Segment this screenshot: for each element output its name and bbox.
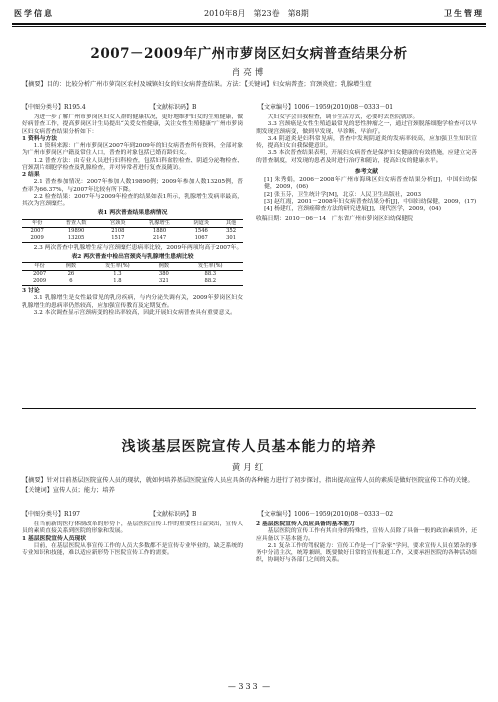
- section-heading: 2 结果: [22, 172, 40, 178]
- section-heading: 2 基层医院宣传人员应具备的基本能力: [256, 521, 355, 527]
- table-header-cell: 宫颈炎: [100, 219, 136, 227]
- table-cell: 2147: [136, 235, 184, 243]
- table-cell: 6: [57, 278, 85, 286]
- paragraph: 基层医院的宣传工作有其自身的特殊性，宣传人员除了具备一般的政治素质外，还应具备以下基本能力。: [256, 528, 477, 542]
- table-cell: 88.3: [204, 271, 217, 277]
- table2-title: 表2 两次普查中检出宫颈炎与乳腺增生患病比较: [71, 253, 194, 260]
- table-cell: 19890: [67, 227, 85, 234]
- table-header-cell: 其他: [219, 219, 243, 227]
- article1-doc-code: 【文献标识码】B: [150, 104, 197, 111]
- section-heading: 3 讨论: [22, 288, 40, 294]
- table-cell: 1517: [100, 235, 136, 243]
- table1-title: 表1 两次普查结果患病情况: [97, 210, 168, 217]
- article1-left-column: [22, 114, 243, 404]
- table-header-cell: 例数: [57, 263, 85, 271]
- table-cell: 321: [150, 278, 178, 286]
- header-rule-thin: [12, 26, 486, 27]
- table-cell: 380: [158, 271, 169, 277]
- article2-author: 黄月红: [231, 463, 267, 473]
- table-header-cell: 年份: [22, 219, 52, 227]
- paragraph: 2.1 复杂工作的驾驭能力：宣传工作是一门“杂家”学问，要求宣传人员在繁杂的事务中分清主次，统筹兼顾，既要做好日常的宣传报道工作，又要承担医院的各种活动组织，协调好与各部门之间的关系。: [256, 542, 477, 564]
- table2: [22, 262, 243, 286]
- table-header-cell: 发生率(%): [85, 263, 150, 271]
- table-cell: 352: [226, 227, 236, 234]
- reference-item: [4] 杨建红，宫颈癌筛查方法的研究进展[J]，现代医学，2009，(04): [264, 206, 441, 212]
- table-header-cell: 例数: [150, 263, 178, 271]
- table-row: [22, 235, 243, 243]
- paragraph: 在当前新的医疗体制改革的形势下，基层医院宣传工作的重要性日益突出，宣传人员的素质直接关系到医院的形象和发展。: [22, 521, 243, 535]
- section-heading: 1 基层医院宣传人员现状: [22, 535, 87, 542]
- table-row: [22, 271, 243, 279]
- table-header-cell: 乳腺增生: [136, 219, 184, 227]
- table-cell: 2009: [22, 235, 52, 243]
- article2-doc-code: 【文献标识码】B: [150, 511, 197, 518]
- reference-item: [3] 赵红霞，2001－2008年妇女病普查结果分析[J]，中国妇幼保健，2009，(17): [264, 198, 477, 205]
- table-cell: 13205: [52, 235, 100, 243]
- running-header: [14, 8, 484, 22]
- paragraph: 3.5 本次普查结果表明，开展妇女病普查是保护妇女健康的有效措施，应建立完善的普查制度，对发现的患者及时进行治疗和随访，提高妇女的健康水平。: [256, 150, 477, 164]
- journal-name: 医学信息: [14, 8, 54, 18]
- paragraph: 3.1 乳腺增生是女性最常见的乳房疾病，与内分泌失调有关，2009年萝岗区妇女乳腺增生的患病率仍然较高，应加强宣传教育及定期复查。: [22, 295, 243, 309]
- table-cell: 2108: [111, 227, 125, 234]
- article2-article-id: 【文章编号】1006－1959(2010)08－0333－02: [258, 511, 394, 518]
- article1-right-column: [256, 114, 477, 404]
- table-cell: 1.8: [85, 278, 150, 286]
- table-cell: 2009: [22, 278, 57, 286]
- article2-class-number: 【中图分类号】R197: [22, 511, 80, 518]
- article1-class-number: 【中图分类号】R195.4: [22, 104, 86, 111]
- table-cell: 2007: [30, 227, 44, 234]
- section-heading: 1 资料与方法: [22, 135, 58, 142]
- received-note: 收稿日期：2010－06－14 广东省广州市萝岗区妇幼保健院: [256, 216, 414, 223]
- table-header-cell: 普查人数: [52, 219, 100, 227]
- paragraph: 2.3 两次普查中乳腺增生症与宫颈糜烂患病率比较，2009年两项均高于2007年。: [33, 244, 243, 251]
- table-header-cell: 阴道炎: [183, 219, 219, 227]
- article2-left-column: [22, 521, 243, 671]
- table-row: [22, 278, 243, 286]
- paragraph: 2.1 普查参加情况：2007年参加人数19890例；2009年参加人数13205例，普查率为66.37%，与2007年比较有所下降。: [22, 179, 243, 193]
- table-cell: 1546: [194, 227, 208, 234]
- table-header-cell: 发生率(%): [178, 263, 243, 271]
- article-separator: [22, 408, 476, 409]
- table-cell: 1067: [183, 235, 219, 243]
- paragraph: 3.2 本次调查显示宫颈病变的检出率较高，因此开展妇女病普查具有重要意义。: [33, 309, 236, 316]
- references-title: 参考文献: [354, 168, 379, 175]
- reference-item: [2] 张玉芬，卫生统计学[M]，北京：人民卫生出版社，2003: [264, 191, 422, 198]
- article2-title: 浅谈基层医院宣传人员基本能力的培养: [121, 439, 377, 455]
- article1-article-id: 【文章编号】1006－1959(2010)08－0333－01: [258, 104, 394, 111]
- paragraph: 大妇女学会自我检查，调节生活方式，必要时去医院就诊。: [267, 114, 419, 120]
- table1: [22, 219, 243, 243]
- table-cell: 88.2: [178, 278, 243, 286]
- article2-right-column: [256, 521, 477, 671]
- table-cell: 301: [219, 235, 243, 243]
- article1-title: 2007－2009年广州市萝岗区妇女病普查结果分析: [90, 46, 408, 62]
- paragraph: 1.1 资料来源：广州市萝岗区2007年到2009年的妇女病普查所有资料，全部对象为广州市萝岗区户籍及常住人口，普查的对象包括已婚育龄妇女。: [22, 143, 243, 157]
- table-header-row: [22, 263, 243, 271]
- article1-abstract: 【摘要】目的：比较分析广州市萝岗区农村及城镇妇女的妇女病普查结果。方法：【关键词】妇女病普查；宫颈炎症；乳腺增生症: [22, 81, 372, 88]
- page-number-value: 333: [238, 682, 260, 691]
- header-rule: [12, 23, 486, 25]
- table-cell: 1.3: [113, 271, 122, 277]
- table-cell: 2007: [32, 271, 47, 277]
- article1-author: 肖亮博: [231, 68, 267, 78]
- paragraph: 3.4 阴道炎是妇科常见病，普查中发现阴道炎的发病率较高，应加强卫生知识宣传，提高妇女自我保健意识。: [256, 135, 477, 149]
- paragraph: 3.3 宫颈癌是女性生殖道最常见的恶性肿瘤之一，通过宫颈脱落细胞学检查可以早期发现宫颈病变，做到早发现、早诊断、早治疗。: [256, 121, 477, 135]
- paragraph: 目前，在基层医院从事宣传工作的人员大多数都不是宣传专业毕业的，缺乏系统的专业知识和技能，难以适应新形势下医院宣传工作的需要。: [22, 542, 243, 556]
- table-cell: 26: [67, 271, 75, 277]
- article2-abstract: 【摘要】针对目前基层医院宣传人员的现状，就如何培养基层医院宣传人员应具备的各种能力进行了初步探讨，指出提高宣传人员的素质是做好医院宣传工作的关键。【关键词】宣传人员；能力；培养: [22, 477, 474, 494]
- issue-date: 2010年8月 第23卷 第8期: [204, 9, 309, 18]
- table-cell: 1880: [152, 227, 167, 234]
- section-name: 卫生管理: [444, 8, 484, 18]
- paragraph: 1.2 普查方法：由专业人员进行妇科检查，包括妇科盆腔检查、阴道分泌物检查、宫颈刮片细胞学检查及乳腺检查，并对异常者进行复查及随访。: [22, 157, 243, 171]
- table-row: [22, 227, 243, 235]
- table-header-row: [22, 219, 243, 227]
- table-header-cell: 年份: [22, 263, 57, 271]
- paragraph: 为进一步了解广州市萝岗区妇女人群的健康状况，更好地维护妇女的生殖健康，做好病普查工作，提高萝岗区计生局提出“关爱女性健康，关注女性生殖健康”广州市萝岗区妇女病普查结果分析如下：: [22, 114, 243, 135]
- page-number: — 333 —: [227, 682, 271, 691]
- reference-item: [1] 朱秀娟，2006－2008年广州市海珠区妇女病普查结果分析[J]，中国妇幼保健，2009，(06): [264, 177, 477, 191]
- references-list: [256, 177, 477, 213]
- paragraph: 2.2 检查结果：2007年与2009年检查的结果如表1所示，乳腺增生发病率最高，其次为宫颈糜烂。: [22, 193, 243, 207]
